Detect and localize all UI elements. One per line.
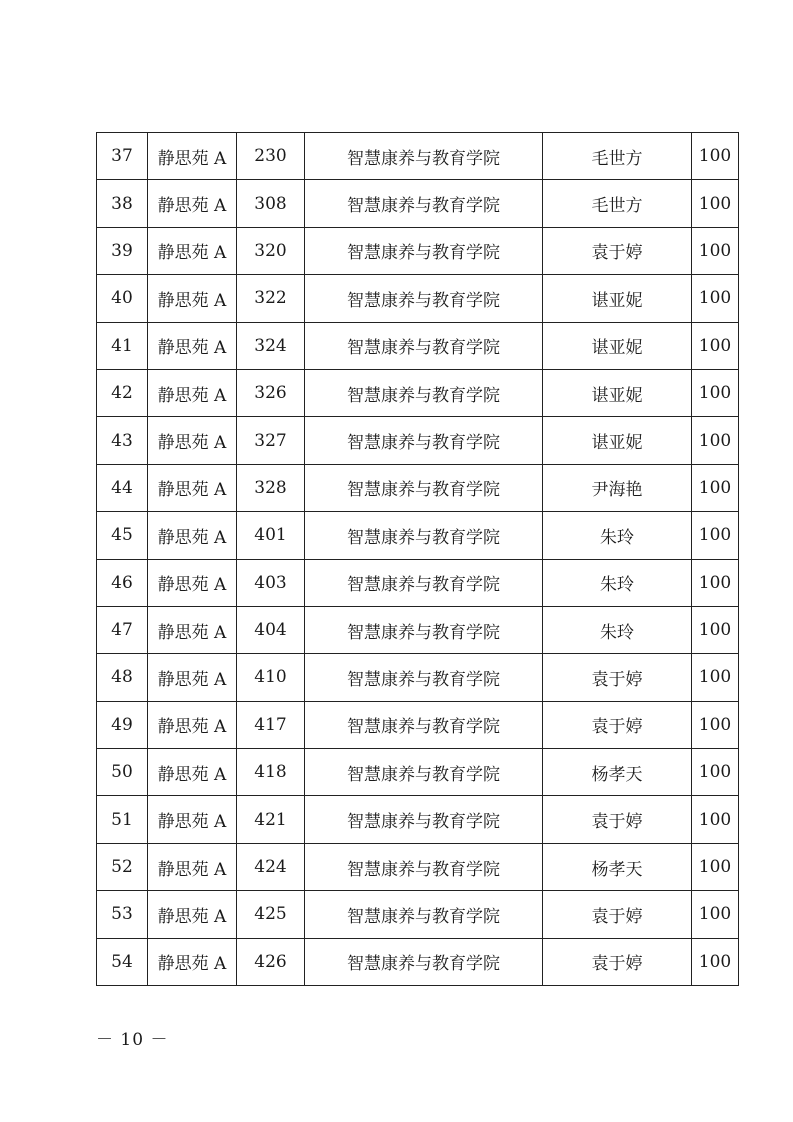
cell-counselor: 袁于婷 (543, 891, 692, 938)
cell-room-number: 328 (237, 464, 305, 511)
cell-room-number: 320 (237, 227, 305, 274)
table-row (97, 559, 739, 606)
cell-score: 100 (692, 417, 739, 464)
cell-score: 100 (692, 275, 739, 322)
page-number: － 10 － (96, 1030, 169, 1050)
table-row (97, 796, 739, 843)
table-row (97, 464, 739, 511)
cell-score: 100 (692, 369, 739, 416)
cell-room-number: 326 (237, 369, 305, 416)
cell-building: 静思苑 A (148, 654, 237, 701)
table-row (97, 938, 739, 985)
cell-serial-number: 37 (97, 133, 148, 180)
cell-building: 静思苑 A (148, 843, 237, 890)
cell-room-number: 322 (237, 275, 305, 322)
cell-counselor: 尹海艳 (543, 464, 692, 511)
cell-college: 智慧康养与教育学院 (305, 133, 543, 180)
cell-college: 智慧康养与教育学院 (305, 227, 543, 274)
cell-college: 智慧康养与教育学院 (305, 654, 543, 701)
cell-score: 100 (692, 606, 739, 653)
cell-room-number: 417 (237, 701, 305, 748)
cell-college: 智慧康养与教育学院 (305, 464, 543, 511)
cell-serial-number: 54 (97, 938, 148, 985)
cell-building: 静思苑 A (148, 606, 237, 653)
cell-college: 智慧康养与教育学院 (305, 369, 543, 416)
cell-counselor: 毛世方 (543, 133, 692, 180)
table-row (97, 227, 739, 274)
cell-room-number: 404 (237, 606, 305, 653)
cell-serial-number: 40 (97, 275, 148, 322)
table-row (97, 322, 739, 369)
cell-score: 100 (692, 559, 739, 606)
cell-counselor: 谌亚妮 (543, 369, 692, 416)
table-row (97, 133, 739, 180)
cell-room-number: 308 (237, 180, 305, 227)
cell-college: 智慧康养与教育学院 (305, 180, 543, 227)
cell-counselor: 毛世方 (543, 180, 692, 227)
cell-score: 100 (692, 701, 739, 748)
cell-building: 静思苑 A (148, 417, 237, 464)
cell-score: 100 (692, 654, 739, 701)
cell-college: 智慧康养与教育学院 (305, 417, 543, 464)
table-row (97, 891, 739, 938)
cell-room-number: 401 (237, 512, 305, 559)
cell-college: 智慧康养与教育学院 (305, 843, 543, 890)
cell-serial-number: 44 (97, 464, 148, 511)
cell-score: 100 (692, 749, 739, 796)
cell-room-number: 410 (237, 654, 305, 701)
cell-serial-number: 42 (97, 369, 148, 416)
cell-counselor: 袁于婷 (543, 654, 692, 701)
cell-building: 静思苑 A (148, 796, 237, 843)
cell-serial-number: 53 (97, 891, 148, 938)
cell-room-number: 424 (237, 843, 305, 890)
cell-building: 静思苑 A (148, 180, 237, 227)
table-row (97, 654, 739, 701)
cell-college: 智慧康养与教育学院 (305, 749, 543, 796)
cell-serial-number: 49 (97, 701, 148, 748)
cell-college: 智慧康养与教育学院 (305, 938, 543, 985)
table-row (97, 606, 739, 653)
cell-college: 智慧康养与教育学院 (305, 606, 543, 653)
cell-college: 智慧康养与教育学院 (305, 322, 543, 369)
cell-serial-number: 46 (97, 559, 148, 606)
cell-counselor: 朱玲 (543, 559, 692, 606)
cell-counselor: 杨孝天 (543, 843, 692, 890)
cell-score: 100 (692, 796, 739, 843)
cell-counselor: 袁于婷 (543, 938, 692, 985)
cell-college: 智慧康养与教育学院 (305, 891, 543, 938)
cell-score: 100 (692, 938, 739, 985)
cell-room-number: 403 (237, 559, 305, 606)
cell-score: 100 (692, 322, 739, 369)
cell-college: 智慧康养与教育学院 (305, 796, 543, 843)
cell-score: 100 (692, 843, 739, 890)
dormitory-score-table (96, 132, 739, 986)
cell-building: 静思苑 A (148, 749, 237, 796)
cell-serial-number: 51 (97, 796, 148, 843)
cell-building: 静思苑 A (148, 133, 237, 180)
cell-building: 静思苑 A (148, 369, 237, 416)
cell-counselor: 朱玲 (543, 606, 692, 653)
cell-college: 智慧康养与教育学院 (305, 559, 543, 606)
table-body (97, 133, 739, 986)
cell-serial-number: 39 (97, 227, 148, 274)
cell-room-number: 426 (237, 938, 305, 985)
cell-room-number: 418 (237, 749, 305, 796)
cell-counselor: 谌亚妮 (543, 322, 692, 369)
table-row (97, 275, 739, 322)
cell-counselor: 谌亚妮 (543, 275, 692, 322)
cell-building: 静思苑 A (148, 275, 237, 322)
table-row (97, 749, 739, 796)
cell-building: 静思苑 A (148, 701, 237, 748)
cell-building: 静思苑 A (148, 227, 237, 274)
cell-score: 100 (692, 133, 739, 180)
cell-score: 100 (692, 464, 739, 511)
cell-serial-number: 48 (97, 654, 148, 701)
cell-score: 100 (692, 180, 739, 227)
cell-room-number: 324 (237, 322, 305, 369)
cell-room-number: 425 (237, 891, 305, 938)
table-row (97, 417, 739, 464)
cell-serial-number: 38 (97, 180, 148, 227)
cell-serial-number: 47 (97, 606, 148, 653)
cell-counselor: 袁于婷 (543, 796, 692, 843)
cell-building: 静思苑 A (148, 559, 237, 606)
cell-counselor: 袁于婷 (543, 701, 692, 748)
cell-serial-number: 52 (97, 843, 148, 890)
cell-counselor: 朱玲 (543, 512, 692, 559)
cell-score: 100 (692, 227, 739, 274)
cell-room-number: 230 (237, 133, 305, 180)
cell-counselor: 杨孝天 (543, 749, 692, 796)
cell-serial-number: 50 (97, 749, 148, 796)
cell-room-number: 327 (237, 417, 305, 464)
cell-college: 智慧康养与教育学院 (305, 512, 543, 559)
cell-counselor: 袁于婷 (543, 227, 692, 274)
cell-room-number: 421 (237, 796, 305, 843)
cell-counselor: 谌亚妮 (543, 417, 692, 464)
cell-college: 智慧康养与教育学院 (305, 275, 543, 322)
table-row (97, 843, 739, 890)
cell-serial-number: 41 (97, 322, 148, 369)
cell-building: 静思苑 A (148, 891, 237, 938)
cell-building: 静思苑 A (148, 512, 237, 559)
cell-score: 100 (692, 512, 739, 559)
table-row (97, 369, 739, 416)
table-row (97, 701, 739, 748)
cell-college: 智慧康养与教育学院 (305, 701, 543, 748)
cell-score: 100 (692, 891, 739, 938)
table-row (97, 512, 739, 559)
cell-serial-number: 45 (97, 512, 148, 559)
cell-building: 静思苑 A (148, 464, 237, 511)
cell-building: 静思苑 A (148, 938, 237, 985)
table-row (97, 180, 739, 227)
cell-building: 静思苑 A (148, 322, 237, 369)
cell-serial-number: 43 (97, 417, 148, 464)
